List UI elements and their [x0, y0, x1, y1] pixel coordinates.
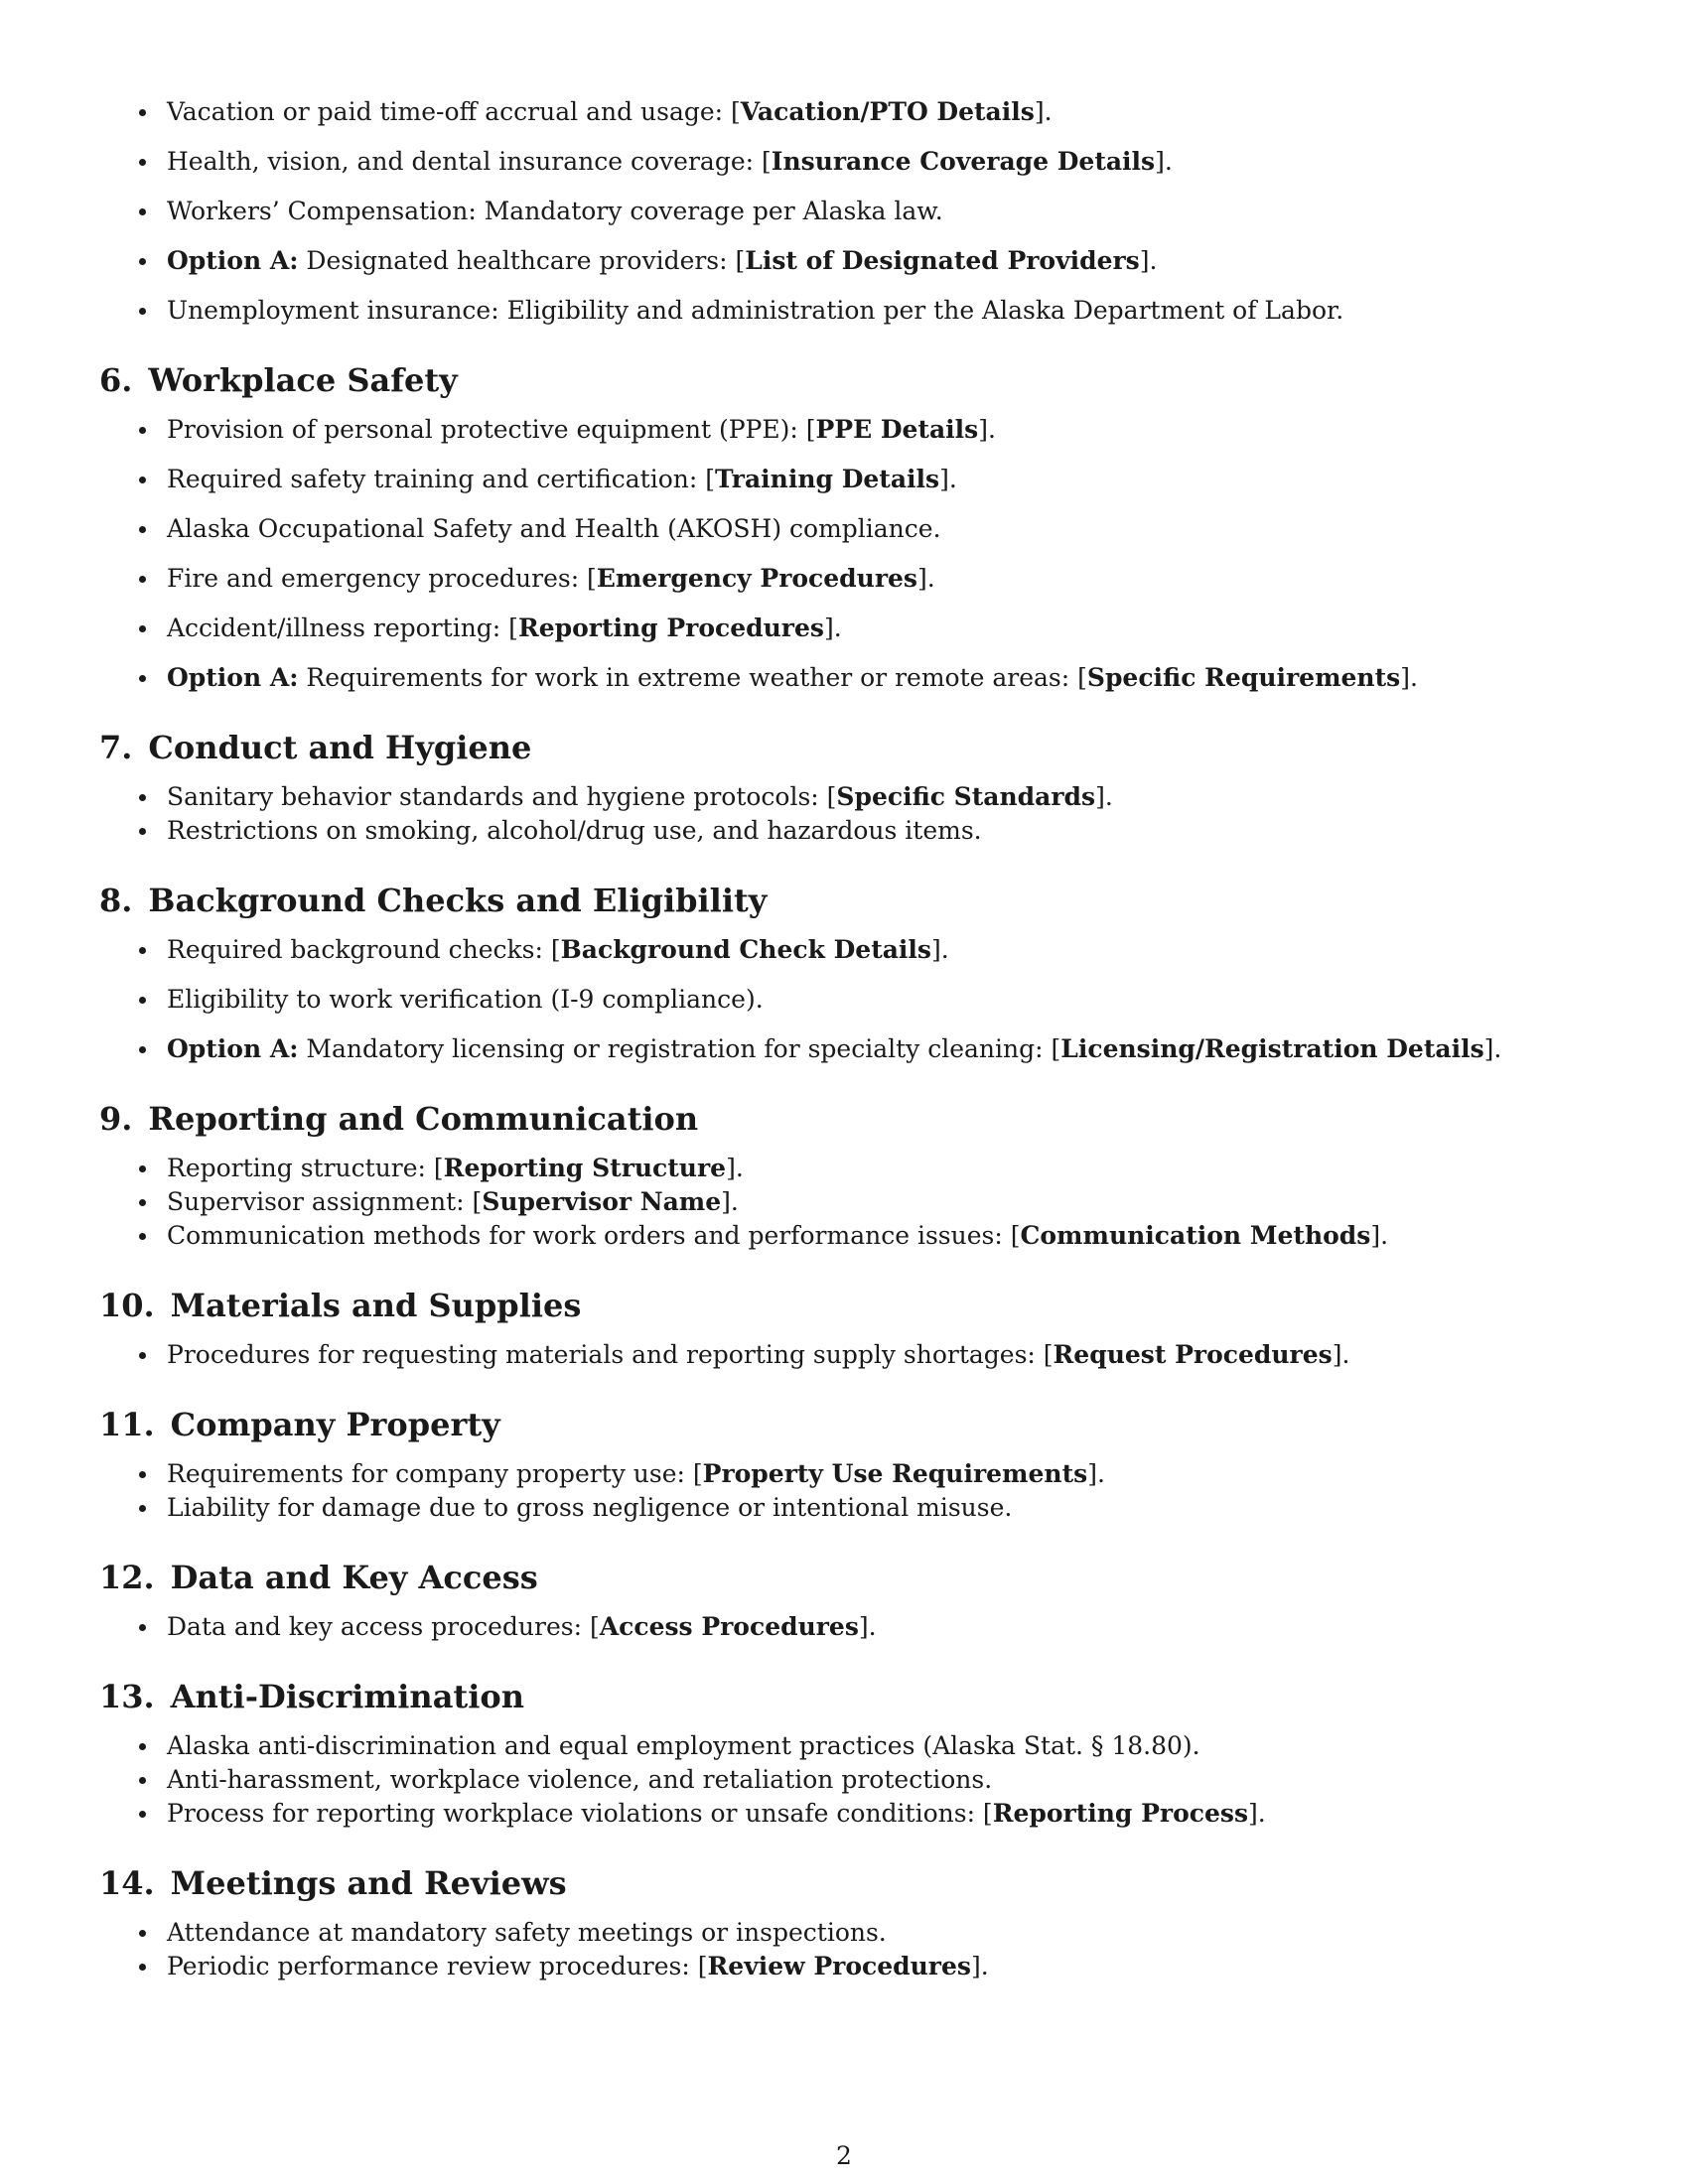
section-list [99, 1338, 1589, 1371]
list-item: Required safety training and certification: [Training Details]. [99, 463, 1589, 495]
section-list [99, 1152, 1589, 1252]
section-list [99, 1729, 1589, 1830]
list-item: Alaska Occupational Safety and Health (AKOSH) compliance. [99, 512, 1589, 545]
list-item: Data and key access procedures: [Access Procedures]. [99, 1610, 1589, 1643]
list-item: Option A: Designated healthcare providers: [List of Designated Providers]. [99, 244, 1589, 277]
list-item: Alaska anti-discrimination and equal employment practices (Alaska Stat. § 18.80). [99, 1729, 1589, 1762]
list-item: Fire and emergency procedures: [Emergency Procedures]. [99, 562, 1589, 595]
list-item: Attendance at mandatory safety meetings or inspections. [99, 1916, 1589, 1949]
intro-list [99, 95, 1589, 327]
list-item: Option A: Requirements for work in extreme weather or remote areas: [Specific Requirements]. [99, 661, 1589, 694]
list-item: Provision of personal protective equipment (PPE): [PPE Details]. [99, 413, 1589, 446]
list-item: Periodic performance review procedures: [Review Procedures]. [99, 1950, 1589, 1982]
section-heading: 6. Workplace Safety [99, 361, 458, 399]
section-list [99, 413, 1589, 694]
list-item: Option A: Mandatory licensing or registration for specialty cleaning: [Licensing/Registration Details]. [99, 1032, 1589, 1065]
page-number: 2 [836, 2141, 852, 2170]
list-item: Communication methods for work orders and performance issues: [Communication Methods]. [99, 1219, 1589, 1252]
section-heading: 10. Materials and Supplies [99, 1287, 582, 1324]
list-item: Accident/illness reporting: [Reporting Procedures]. [99, 612, 1589, 644]
list-item: Workers’ Compensation: Mandatory coverage per Alaska law. [99, 195, 1589, 227]
list-item: Procedures for requesting materials and reporting supply shortages: [Request Procedures]. [99, 1338, 1589, 1371]
list-item: Health, vision, and dental insurance coverage: [Insurance Coverage Details]. [99, 145, 1589, 178]
section-heading: 7. Conduct and Hygiene [99, 729, 532, 766]
section-heading: 14. Meetings and Reviews [99, 1864, 567, 1902]
list-item: Reporting structure: [Reporting Structure]. [99, 1152, 1589, 1184]
list-item: Unemployment insurance: Eligibility and administration per the Alaska Department of Labor. [99, 294, 1589, 327]
section-list [99, 1457, 1589, 1524]
list-item: Liability for damage due to gross negligence or intentional misuse. [99, 1491, 1589, 1524]
list-item: Supervisor assignment: [Supervisor Name]. [99, 1185, 1589, 1218]
section-list [99, 1916, 1589, 1982]
page-content [99, 95, 1589, 1983]
section-list [99, 1610, 1589, 1643]
list-item: Restrictions on smoking, alcohol/drug use, and hazardous items. [99, 814, 1589, 847]
section-heading: 11. Company Property [99, 1406, 500, 1443]
list-item: Vacation or paid time-off accrual and usage: [Vacation/PTO Details]. [99, 95, 1589, 128]
section-heading: 13. Anti-Discrimination [99, 1678, 524, 1715]
section-heading: 8. Background Checks and Eligibility [99, 882, 768, 919]
section-list [99, 933, 1589, 1065]
section-heading: 9. Reporting and Communication [99, 1100, 699, 1138]
list-item: Required background checks: [Background Check Details]. [99, 933, 1589, 966]
list-item: Process for reporting workplace violations or unsafe conditions: [Reporting Process]. [99, 1797, 1589, 1830]
list-item: Eligibility to work verification (I-9 compliance). [99, 983, 1589, 1016]
list-item: Sanitary behavior standards and hygiene protocols: [Specific Standards]. [99, 780, 1589, 813]
list-item: Requirements for company property use: [Property Use Requirements]. [99, 1457, 1589, 1490]
section-heading: 12. Data and Key Access [99, 1559, 538, 1596]
list-item: Anti-harassment, workplace violence, and retaliation protections. [99, 1763, 1589, 1796]
section-list [99, 780, 1589, 847]
